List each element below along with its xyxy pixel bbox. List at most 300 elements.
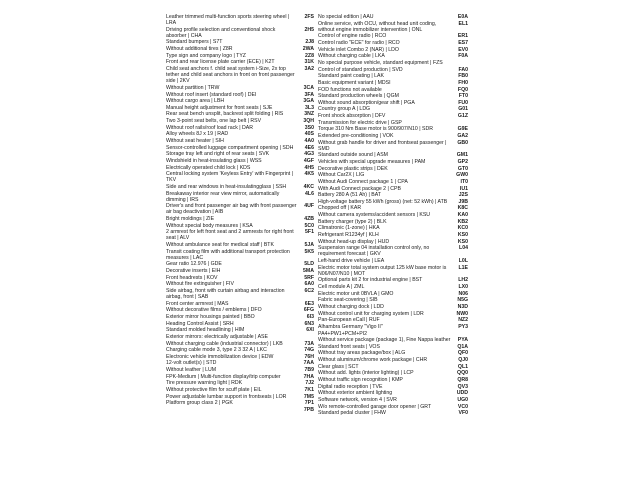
option-description: Digital radio reception | TVE: [318, 383, 383, 390]
option-row: [166, 27, 314, 39]
option-description: Electric motor total system output 125 kW base motor is N06/N07/N10 | MOT: [318, 264, 447, 277]
option-code: 7PB: [303, 406, 314, 413]
option-code: KC0: [457, 225, 468, 232]
option-code: QL1: [457, 363, 468, 370]
option-code: 2FS: [304, 14, 314, 20]
option-description: Software network, version 4 | SVR: [318, 396, 397, 403]
option-code: 4H5: [304, 164, 314, 171]
option-row: [318, 212, 468, 218]
option-row: [318, 100, 468, 106]
option-description: Without roof insert (standard roof) | DEI: [166, 91, 257, 98]
option-description: Without camera systems/accident sensors | KSU: [318, 212, 431, 219]
option-code: QV3: [457, 383, 468, 390]
option-code: 7AA: [303, 360, 314, 367]
option-row: [318, 370, 468, 376]
option-code: 5C0: [304, 222, 314, 229]
option-description: FPK-Medium | Multi-function display/trip computer: [166, 373, 281, 380]
option-description: Side airbag, front with curtain airbag and interaction airbag, front | SAB: [166, 287, 285, 301]
option-description: Decorative plastic strips | DEK: [318, 165, 388, 172]
option-code: L0L: [458, 258, 468, 265]
option-code: PYA: [457, 337, 468, 344]
option-description: Without additional tires | Z8R: [166, 46, 233, 53]
option-row: [318, 140, 468, 152]
option-code: 5K5: [304, 248, 314, 255]
option-description: Without partition | TRW: [166, 84, 220, 91]
option-row: [166, 321, 314, 327]
option-row: [318, 239, 468, 245]
option-code: 6XI: [306, 327, 314, 334]
option-description: Transit coating film with additional transport protection measures | LAC: [166, 248, 290, 261]
option-description: Tire pressure warning light | RDK: [166, 380, 243, 387]
option-code: FH0: [458, 79, 468, 86]
option-code: FT0: [458, 93, 468, 100]
option-description: 2 armrest for left front seat and 2 armrests for right front seat | ALV: [166, 229, 294, 242]
option-description: Left-hand drive vehicle | LEA: [318, 258, 385, 265]
option-description: Online service, with OCU, without head unit coding, without engine immobilizer intervention | ONL: [318, 20, 437, 33]
option-description: Platform group class 2 | PGK: [166, 400, 233, 407]
option-description: Without protective film for scuff plate | EIL: [166, 387, 262, 394]
option-code: N06: [458, 290, 468, 297]
option-row: [318, 245, 468, 257]
option-code: N3D: [457, 304, 468, 310]
option-code: ER1: [457, 33, 468, 40]
option-description: Front center armrest | MAS: [166, 300, 229, 307]
option-row: [318, 87, 468, 93]
option-row: [166, 334, 314, 340]
option-row: [318, 377, 468, 383]
option-description: Fabric seat-covering | SIB: [318, 297, 378, 304]
option-row: [318, 113, 468, 119]
option-description: Rear seat bench unsplit, backrest split folding | RIS: [166, 111, 284, 118]
option-code: 3A2: [304, 66, 314, 73]
option-row: [318, 166, 468, 172]
option-row: [166, 125, 314, 131]
option-row: [166, 367, 314, 373]
option-description: Without add. lights (interior lighting) | LCP: [318, 370, 414, 377]
option-row: [166, 158, 314, 164]
option-description: Windshield in heat-insulating glass | WSS: [166, 157, 262, 164]
option-row: [318, 73, 468, 79]
option-code: 6I3: [306, 314, 314, 320]
option-row: [318, 60, 468, 66]
option-description: Without special body measures | KSA: [166, 222, 253, 229]
option-description: Front headrests | KOV: [166, 274, 218, 281]
option-code: N5G: [457, 297, 468, 304]
option-code: 7P1: [304, 400, 314, 407]
option-code: EL1: [458, 20, 468, 27]
option-row: [318, 186, 468, 192]
option-description: High-voltage battery 55 kWh (gross) (net: 52 kWh) | ATB: [318, 198, 448, 205]
option-description: Without exterior ambient lighting: [318, 390, 393, 397]
option-code: 3L3: [305, 104, 314, 111]
option-code: 3NZ: [304, 111, 314, 118]
option-row: [318, 311, 468, 317]
option-row: [318, 297, 468, 303]
option-row: [318, 47, 468, 53]
option-row: [166, 380, 314, 386]
option-row: [318, 304, 468, 310]
option-code: 2J8: [305, 39, 314, 46]
option-code: 40S: [304, 131, 314, 138]
left-column: [166, 14, 314, 414]
option-description: Torque 310 Nm Base motor is 900/907/N10 | SDR: [318, 126, 433, 133]
option-code: FQ0: [457, 86, 468, 93]
option-description: Two 3-point seat belts, one lap belt | RSV: [166, 118, 262, 125]
option-code: 3FA: [304, 91, 314, 98]
option-row: [166, 288, 314, 300]
option-description: Power adjustable lumbar support in frontseats | LOR: [166, 393, 287, 400]
option-code: 4UF: [304, 203, 314, 210]
option-description: Without charging cable | LKA: [318, 53, 385, 60]
option-row: [318, 404, 468, 410]
option-row: [166, 400, 314, 406]
option-description: Central locking system 'Keyless Entry' with Fingerprint | TKV: [166, 171, 294, 184]
option-code: 2WA: [302, 46, 314, 53]
option-code: 4L6: [305, 190, 314, 197]
option-row: [166, 223, 314, 229]
option-code: 4E6: [304, 144, 314, 151]
option-description: Battery 280 A (51 Ah) | BAT: [318, 192, 381, 199]
option-code: G01: [458, 106, 468, 113]
option-description: Standard production wheels | QGM: [318, 93, 399, 100]
option-description: Gear ratio 12.976 | GDE: [166, 261, 222, 268]
option-code: 4GF: [303, 157, 314, 164]
option-description: Without aluminum/chrome work package | CHR: [318, 357, 428, 364]
option-description: Refrigerant R1234yf | KLH: [318, 232, 379, 239]
option-code: FA0: [458, 66, 468, 73]
option-row: [318, 337, 468, 343]
option-code: 5LD: [304, 261, 314, 268]
option-code: NZ2: [458, 317, 468, 324]
option-row: [166, 281, 314, 287]
option-description: Without sound absorption/gear shift | PGA: [318, 99, 415, 106]
option-description: Transmission for electric drive | GSP: [318, 119, 402, 126]
option-description: Pan-European eCall | RUF: [318, 317, 380, 324]
option-row: [166, 151, 314, 157]
option-row: [318, 225, 468, 231]
option-row: [318, 344, 468, 350]
option-code: J9B: [458, 198, 468, 205]
option-description: Without service package (package 1), Fine Nappa leather: [318, 337, 451, 344]
option-code: K8C: [457, 205, 468, 212]
option-code: IU1: [459, 185, 468, 192]
option-description: 12-volt outlet(s) | STD: [166, 360, 217, 367]
option-row: [318, 277, 468, 283]
right-column: [318, 14, 468, 417]
option-description: Bright moldings | ZIE: [166, 216, 215, 223]
option-code: LH2: [458, 277, 468, 284]
option-description: Cell module A | ZML: [318, 284, 365, 291]
option-row: [166, 314, 314, 320]
option-code: LX0: [458, 284, 468, 291]
option-description: Without roof rails/roof load rack | DAR: [166, 124, 253, 131]
option-description: Electric motor unit 0BVLA | GMO: [318, 290, 394, 297]
option-row: [166, 275, 314, 281]
option-description: Breakaway interior rear view mirror, automatically dimming | IRS: [166, 190, 280, 203]
option-row: [166, 301, 314, 307]
option-row: [318, 232, 468, 238]
option-row: [318, 14, 468, 20]
option-description: Front shock absorption | DFV: [318, 113, 386, 120]
option-code: 5JA: [304, 242, 314, 249]
option-code: KB2: [457, 218, 468, 225]
option-description: Charging cable mode 3, type 2 3 32 A | LKC: [166, 347, 267, 354]
option-description: Vehicle inlet Combo 2 (NAR) | LDO: [318, 46, 399, 53]
option-description: Control of standard production | SVD: [318, 66, 403, 73]
option-row: [318, 284, 468, 290]
option-description: Manual height adjustment for front seats | SJE: [166, 104, 273, 111]
option-code: 6E3: [304, 300, 314, 307]
option-description: Without seat heater | SIH: [166, 137, 224, 144]
option-row: [318, 33, 468, 39]
option-row: [166, 171, 314, 183]
option-code: PY3: [458, 323, 468, 330]
option-code: FB0: [458, 73, 468, 80]
option-code: 7HA: [303, 373, 314, 380]
option-description: Alloy wheels 8J x 19 | RAD: [166, 131, 229, 138]
option-code: 74G: [304, 347, 314, 354]
option-description: Side and rear windows in heat-insulatingglass | SSH: [166, 183, 287, 190]
option-code: KS0: [457, 232, 468, 239]
option-code: 7M5: [303, 393, 314, 400]
option-code: QJ0: [458, 357, 468, 364]
option-code: 4A0: [304, 137, 314, 144]
option-row: [166, 374, 314, 380]
option-row: [166, 14, 314, 26]
option-description: Control of engine radio | RCO: [318, 33, 387, 40]
option-description: Without Audi Connect package 1 | CPA: [318, 178, 408, 185]
option-description: Without traffic sign recognition | KMP: [318, 377, 403, 384]
option-row: [166, 249, 314, 261]
option-description: Clear glass | SCT: [318, 363, 359, 370]
option-code: 4KC: [303, 183, 314, 190]
option-code: 6C2: [304, 287, 314, 294]
option-row: [166, 85, 314, 91]
option-code: GP2: [457, 159, 468, 165]
option-row: [318, 291, 468, 297]
option-row: [318, 179, 468, 185]
option-description: No special edition | AAU: [318, 14, 374, 20]
option-row: [166, 360, 314, 366]
option-description: Driver's and front passenger air bag with front passenger air bag deactivation | AIB: [166, 203, 297, 216]
option-description: Without head-up display | HUD: [318, 238, 390, 245]
option-description: Driving profile selection and conventional shock absorber | CHA: [166, 26, 276, 39]
option-description: Without control unit for charging system | LDR: [318, 310, 424, 317]
option-row: [318, 357, 468, 363]
option-description: Exterior mirror housings painted | BBO: [166, 314, 255, 320]
option-code: 31K: [304, 59, 314, 66]
option-description: Without leather | LUM: [166, 367, 217, 374]
option-code: UDD: [456, 390, 468, 397]
option-description: Heading Control Assist | SRH: [166, 320, 234, 327]
option-row: [166, 66, 314, 84]
option-code: Q1A: [457, 343, 468, 350]
option-code: GT0: [457, 165, 468, 172]
option-row: [318, 397, 468, 403]
option-row: [166, 327, 314, 333]
option-description: Without fire extinguisher | FIV: [166, 281, 234, 288]
option-row: [166, 131, 314, 137]
option-description: Standard front seats | VOS: [318, 343, 380, 350]
option-code: FU0: [458, 99, 468, 106]
option-code: 7K1: [304, 387, 314, 394]
option-row: [166, 98, 314, 104]
option-row: [318, 93, 468, 99]
option-description: Electronic vehicle immobilization device | EDW: [166, 353, 274, 360]
option-code: GW0: [456, 172, 468, 179]
option-description: Battery charger (type 2) | BLK: [318, 218, 387, 225]
option-row: [166, 229, 314, 241]
option-row: [166, 268, 314, 274]
option-description: Storage tray left and right of rear seats | SVK: [166, 151, 270, 158]
option-row: [166, 354, 314, 360]
option-code: KA0: [457, 212, 468, 219]
option-description: Without grab handle for driver and frontseat passenger | SMD: [318, 139, 447, 152]
option-row: [318, 205, 468, 211]
option-row: [318, 265, 468, 277]
option-description: Suspension range 04 installation control only, no requirement forecast | GKV: [318, 245, 430, 258]
option-code: QQ0: [457, 370, 468, 377]
option-code: 3QH: [303, 118, 314, 125]
option-description: Standard molded headlining | HIM: [166, 327, 245, 334]
option-code: GM1: [456, 152, 468, 159]
option-code: UG0: [457, 396, 468, 403]
option-row: [166, 138, 314, 144]
option-code: 4K5: [304, 171, 314, 178]
option-description: Chopped off | KAR: [318, 205, 362, 212]
option-description: Front and rear license plate carrier (ECE) | K2T: [166, 59, 275, 66]
option-row: [318, 219, 468, 225]
option-row: [166, 92, 314, 98]
option-code: L04: [459, 245, 468, 252]
option-description: Without Car2X | LIG: [318, 172, 365, 179]
option-description: Extended pre-conditioning | VOK: [318, 132, 394, 139]
option-code: 3CA: [303, 84, 314, 91]
option-row: [166, 145, 314, 151]
option-description: Electrically operated child lock | KDS: [166, 164, 251, 171]
option-description: Without charging cable (industrial connector) | LKB: [166, 340, 283, 347]
option-code: 4G3: [304, 151, 314, 158]
option-description: Without tray areas package/box | ALG: [318, 350, 406, 357]
option-code: 5MA: [303, 268, 314, 275]
option-row: [318, 364, 468, 370]
option-code: 76H: [304, 353, 314, 360]
option-description: Alhambra Germany "Vigo II": [318, 323, 383, 330]
option-row: [166, 307, 314, 313]
option-description: Vehicles with special upgrade measures | PAM: [318, 159, 426, 165]
option-row: [166, 191, 314, 203]
option-row: [166, 59, 314, 65]
option-code: 3S0: [304, 124, 314, 131]
option-description: Climatronic (1-zone) | HKA: [318, 225, 380, 232]
option-row: [318, 126, 468, 132]
option-code: VF0: [458, 410, 468, 417]
option-code: 6N3: [304, 320, 314, 327]
option-code: QR8: [457, 377, 468, 384]
option-description: Child seat anchors f. child seat system i-Size, 2x top tether and child seat anchors in front on front passenger side | 2KV: [166, 66, 295, 85]
option-code: VC0: [457, 403, 468, 410]
option-row: [318, 199, 468, 205]
option-description: Control radio "ECE" for radio | RCO: [318, 40, 400, 47]
option-description: Basic equipment variant | MDSI: [318, 79, 391, 86]
option-code: J2S: [458, 192, 468, 199]
option-description: Leather trimmed multi-function sports steering wheel | LRA: [166, 14, 290, 27]
option-row: [166, 53, 314, 59]
option-code: 6A0: [304, 281, 314, 288]
option-description: No special purpose vehicle, standard equipment | FZS: [318, 59, 443, 66]
option-row: [318, 192, 468, 198]
option-row: [166, 165, 314, 171]
option-row: [166, 407, 314, 413]
option-code: G1Z: [457, 113, 468, 120]
option-row: [318, 172, 468, 178]
option-description: Exterior mirrors: electrically adjustable | ASE: [166, 333, 268, 340]
option-description: Without cargo area | LBH: [166, 98, 225, 105]
option-row: [318, 350, 468, 356]
option-description: Standard outside sound | ASM: [318, 152, 388, 159]
option-code: L1E: [458, 264, 468, 271]
option-row: [166, 39, 314, 45]
option-description: Standard pedal cluster | FHW: [318, 410, 386, 417]
option-row: [166, 261, 314, 267]
option-row: [318, 317, 468, 323]
option-row: [318, 106, 468, 112]
option-code: GA2: [457, 132, 468, 139]
option-description: PA4+PW1+PCM+PI2: [318, 330, 368, 337]
option-code: 7J2: [305, 380, 314, 387]
option-code: 2H5: [304, 26, 314, 33]
option-row: [318, 324, 468, 330]
option-code: 4ZB: [304, 216, 314, 223]
option-code: F0A: [458, 53, 468, 60]
option-row: [166, 216, 314, 222]
option-code: 5F1: [305, 229, 314, 236]
option-description: Country group A | LDG: [318, 106, 371, 113]
option-row: [166, 184, 314, 190]
option-row: [166, 105, 314, 111]
option-row: [166, 46, 314, 52]
option-code: EV0: [458, 46, 468, 53]
option-code: 3GA: [303, 98, 314, 105]
option-description: Without charging dock | LDD: [318, 304, 384, 310]
option-code: 73A: [304, 340, 314, 347]
option-row: [318, 159, 468, 165]
option-row: [166, 347, 314, 353]
option-code: ES7: [458, 40, 468, 47]
option-description: Standard paint coating | LAK: [318, 73, 384, 80]
option-description: With Audi Connect package 2 | CPB: [318, 185, 401, 192]
option-code: 5RF: [304, 274, 314, 281]
option-row: [166, 394, 314, 400]
option-description: FOD functions not available: [318, 86, 382, 93]
option-code: E0A: [457, 14, 468, 20]
option-row: [318, 120, 468, 126]
option-description: Type sign and company logo | TYZ: [166, 52, 246, 59]
option-code: 6FG: [303, 307, 314, 314]
option-row: [166, 203, 314, 215]
option-code: KS0: [457, 238, 468, 245]
option-code: NW0: [456, 310, 468, 317]
option-row: [166, 118, 314, 124]
option-code: G9E: [457, 126, 468, 133]
option-row: [318, 152, 468, 158]
option-description: W/o remote-controlled garage door opener | GRT: [318, 403, 432, 410]
option-code: 2Z8: [305, 52, 314, 59]
option-row: [166, 111, 314, 117]
option-description: Sensor-controlled luggage compartment opening | SDH: [166, 144, 294, 151]
option-description: Without ambulance seat for medical staff | BTK: [166, 242, 274, 249]
option-code: QF0: [457, 350, 468, 357]
